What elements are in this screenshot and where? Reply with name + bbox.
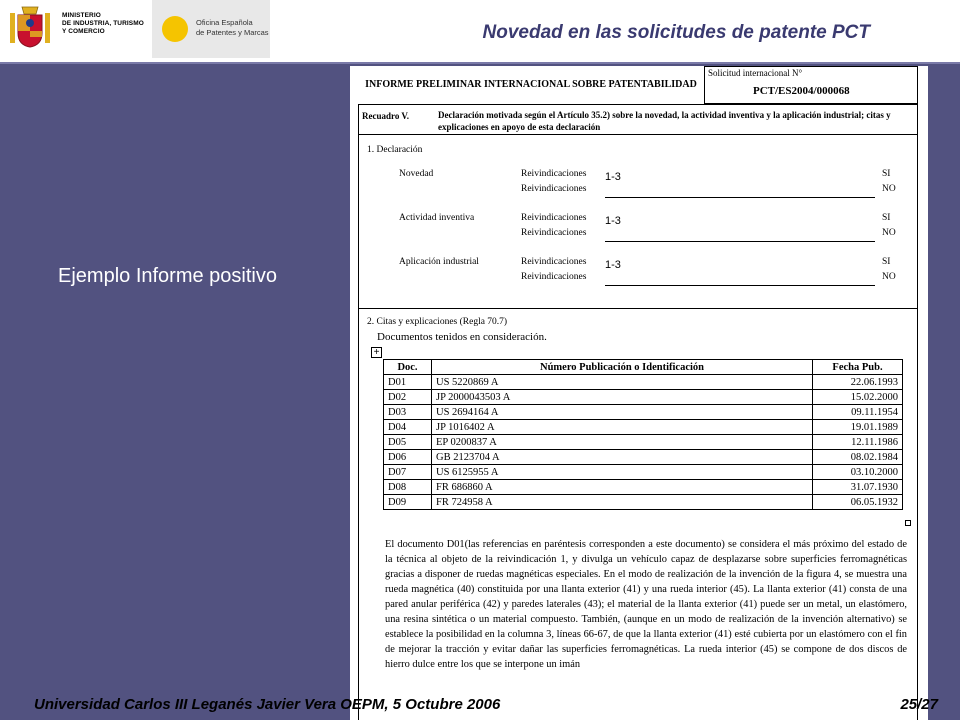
cell-date: 08.02.1984: [813, 450, 903, 465]
oepm-mark-icon: [160, 14, 190, 44]
claims-label-yes: Reivindicaciones: [521, 257, 587, 267]
table-row: [384, 450, 903, 465]
ministry-line-1: MINISTERIO: [62, 12, 101, 19]
oepm-name: [196, 18, 270, 37]
section2-title: 2. Citas y explicaciones (Regla 70.7): [367, 317, 508, 327]
application-number: PCT/ES2004/000068: [753, 85, 850, 97]
table-row: [384, 435, 903, 450]
cell-publication: EP 0200837 A: [432, 435, 813, 450]
application-box: [704, 66, 918, 104]
report-title: INFORME PRELIMINAR INTERNACIONAL SOBRE PATENTABILIDAD: [365, 79, 697, 90]
table-row: [384, 375, 903, 390]
slide-title: Novedad en las solicitudes de patente PCT: [482, 22, 870, 43]
cell-date: 31.07.1930: [813, 480, 903, 495]
explanation-text: El documento D01(las referencias en paréntesis corresponden a este documento) se considera el más próximo del estado de la técnica al objeto de la reivindicación 1, y divulga un vehículo capaz de desplazarse sobre superficies ferromagnéticas gracias a disponer de ruedas magnéticas especiales. En el modo de realización de la invención de la figura 4, se muestra una rueda magnética (40) constituida por una llanta exterior (41) y una rueda interior (45). La llanta exterior (41) consta de una pared anular periférica (42) y paredes laterales (43); el material de la llanta exterior (41) puede ser un metal, un elastómero, una resina sintética o un material compuesto. También, (aunque en un modo de realización de la invención alternativo) se establece la posibilidad en la columna 3, líneas 66-67, de que la llanta exterior (41) esté cubierta por un elastómero con el fin de mejorar la tracción y evitar dañar las superficies ferromagnéticas. La rueda interior (45) se compone de dos discos de hierro dulce entre los que se interpone un imán: [385, 539, 907, 670]
claims-label-yes: Reivindicaciones: [521, 213, 587, 223]
oepm-line-1: Oficina Española: [196, 18, 253, 27]
claims-label-yes: Reivindicaciones: [521, 169, 587, 179]
no-label: NO: [882, 184, 896, 194]
ministry-line-3: Y COMERCIO: [62, 28, 105, 35]
box-v: [358, 104, 918, 720]
cell-doc: D02: [384, 390, 432, 405]
cell-publication: US 6125955 A: [432, 465, 813, 480]
table-row: [384, 390, 903, 405]
claims-line: [605, 241, 875, 242]
claims-line: [605, 285, 875, 286]
cell-publication: FR 724958 A: [432, 495, 813, 510]
cell-doc: D03: [384, 405, 432, 420]
cell-date: 19.01.1989: [813, 420, 903, 435]
cell-publication: FR 686860 A: [432, 480, 813, 495]
criterion-novelty: Novedad: [399, 169, 434, 179]
yes-label: SI: [882, 213, 891, 223]
header-doc: Doc.: [384, 360, 432, 375]
table-header-row: [384, 360, 903, 375]
box-description: Declaración motivada según el Artículo 35.2) sobre la novedad, la actividad inventiva y la aplicación industrial; citas y explicaciones en apoyo de esta declaración: [438, 110, 891, 132]
claims-value: 1-3: [605, 215, 621, 227]
cell-date: 03.10.2000: [813, 465, 903, 480]
cell-date: 09.11.1954: [813, 405, 903, 420]
example-label: Ejemplo Informe positivo: [58, 265, 277, 287]
ministry-logo: [0, 0, 150, 58]
cell-date: 15.02.2000: [813, 390, 903, 405]
application-label: Solicitud internacional N°: [708, 68, 803, 78]
no-label: NO: [882, 228, 896, 238]
cell-publication: US 5220869 A: [432, 375, 813, 390]
yes-label: SI: [882, 169, 891, 179]
cell-date: 12.11.1986: [813, 435, 903, 450]
resize-handle[interactable]: [905, 520, 911, 526]
cell-publication: GB 2123704 A: [432, 450, 813, 465]
section1-title: 1. Declaración: [367, 145, 423, 155]
footer-text: Universidad Carlos III Leganés Javier Vera OEPM, 5 Octubre 2006: [34, 696, 501, 713]
documents-table: [383, 359, 903, 510]
header-divider: [0, 62, 960, 64]
criterion-inventive-step: Actividad inventiva: [399, 213, 475, 223]
plus-box-icon[interactable]: +: [371, 347, 382, 358]
section2-subtitle: Documentos tenidos en consideración.: [377, 331, 547, 343]
cell-doc: D01: [384, 375, 432, 390]
coat-of-arms-icon: [6, 5, 54, 53]
cell-doc: D07: [384, 465, 432, 480]
cell-doc: D09: [384, 495, 432, 510]
table-row: [384, 495, 903, 510]
table-row: [384, 405, 903, 420]
box-header: [359, 105, 917, 135]
cell-date: 06.05.1932: [813, 495, 903, 510]
claims-label-no: Reivindicaciones: [521, 272, 587, 282]
cell-publication: JP 2000043503 A: [432, 390, 813, 405]
cell-publication: JP 1016402 A: [432, 420, 813, 435]
page-number: 25/27: [900, 696, 938, 713]
cell-doc: D04: [384, 420, 432, 435]
yes-label: SI: [882, 257, 891, 267]
claims-label-no: Reivindicaciones: [521, 184, 587, 194]
claims-label-no: Reivindicaciones: [521, 228, 587, 238]
claims-value: 1-3: [605, 171, 621, 183]
ministry-line-2: DE INDUSTRIA, TURISMO: [62, 20, 144, 27]
table-row: [384, 420, 903, 435]
oepm-line-2: de Patentes y Marcas: [196, 27, 269, 37]
cell-publication: US 2694164 A: [432, 405, 813, 420]
cell-doc: D06: [384, 450, 432, 465]
cell-doc: D05: [384, 435, 432, 450]
header-date: Fecha Pub.: [813, 360, 903, 375]
criterion-industrial-application: Aplicación industrial: [399, 257, 479, 267]
claims-line: [605, 197, 875, 198]
cell-date: 22.06.1993: [813, 375, 903, 390]
ministry-name: [62, 12, 148, 36]
declaration-section: [359, 135, 917, 309]
box-label: Recuadro V.: [362, 111, 410, 121]
claims-value: 1-3: [605, 259, 621, 271]
report-document: [350, 66, 928, 720]
cell-doc: D08: [384, 480, 432, 495]
table-row: [384, 465, 903, 480]
oepm-logo: [152, 0, 270, 58]
header-publication: Número Publicación o Identificación: [432, 360, 813, 375]
no-label: NO: [882, 272, 896, 282]
table-row: [384, 480, 903, 495]
